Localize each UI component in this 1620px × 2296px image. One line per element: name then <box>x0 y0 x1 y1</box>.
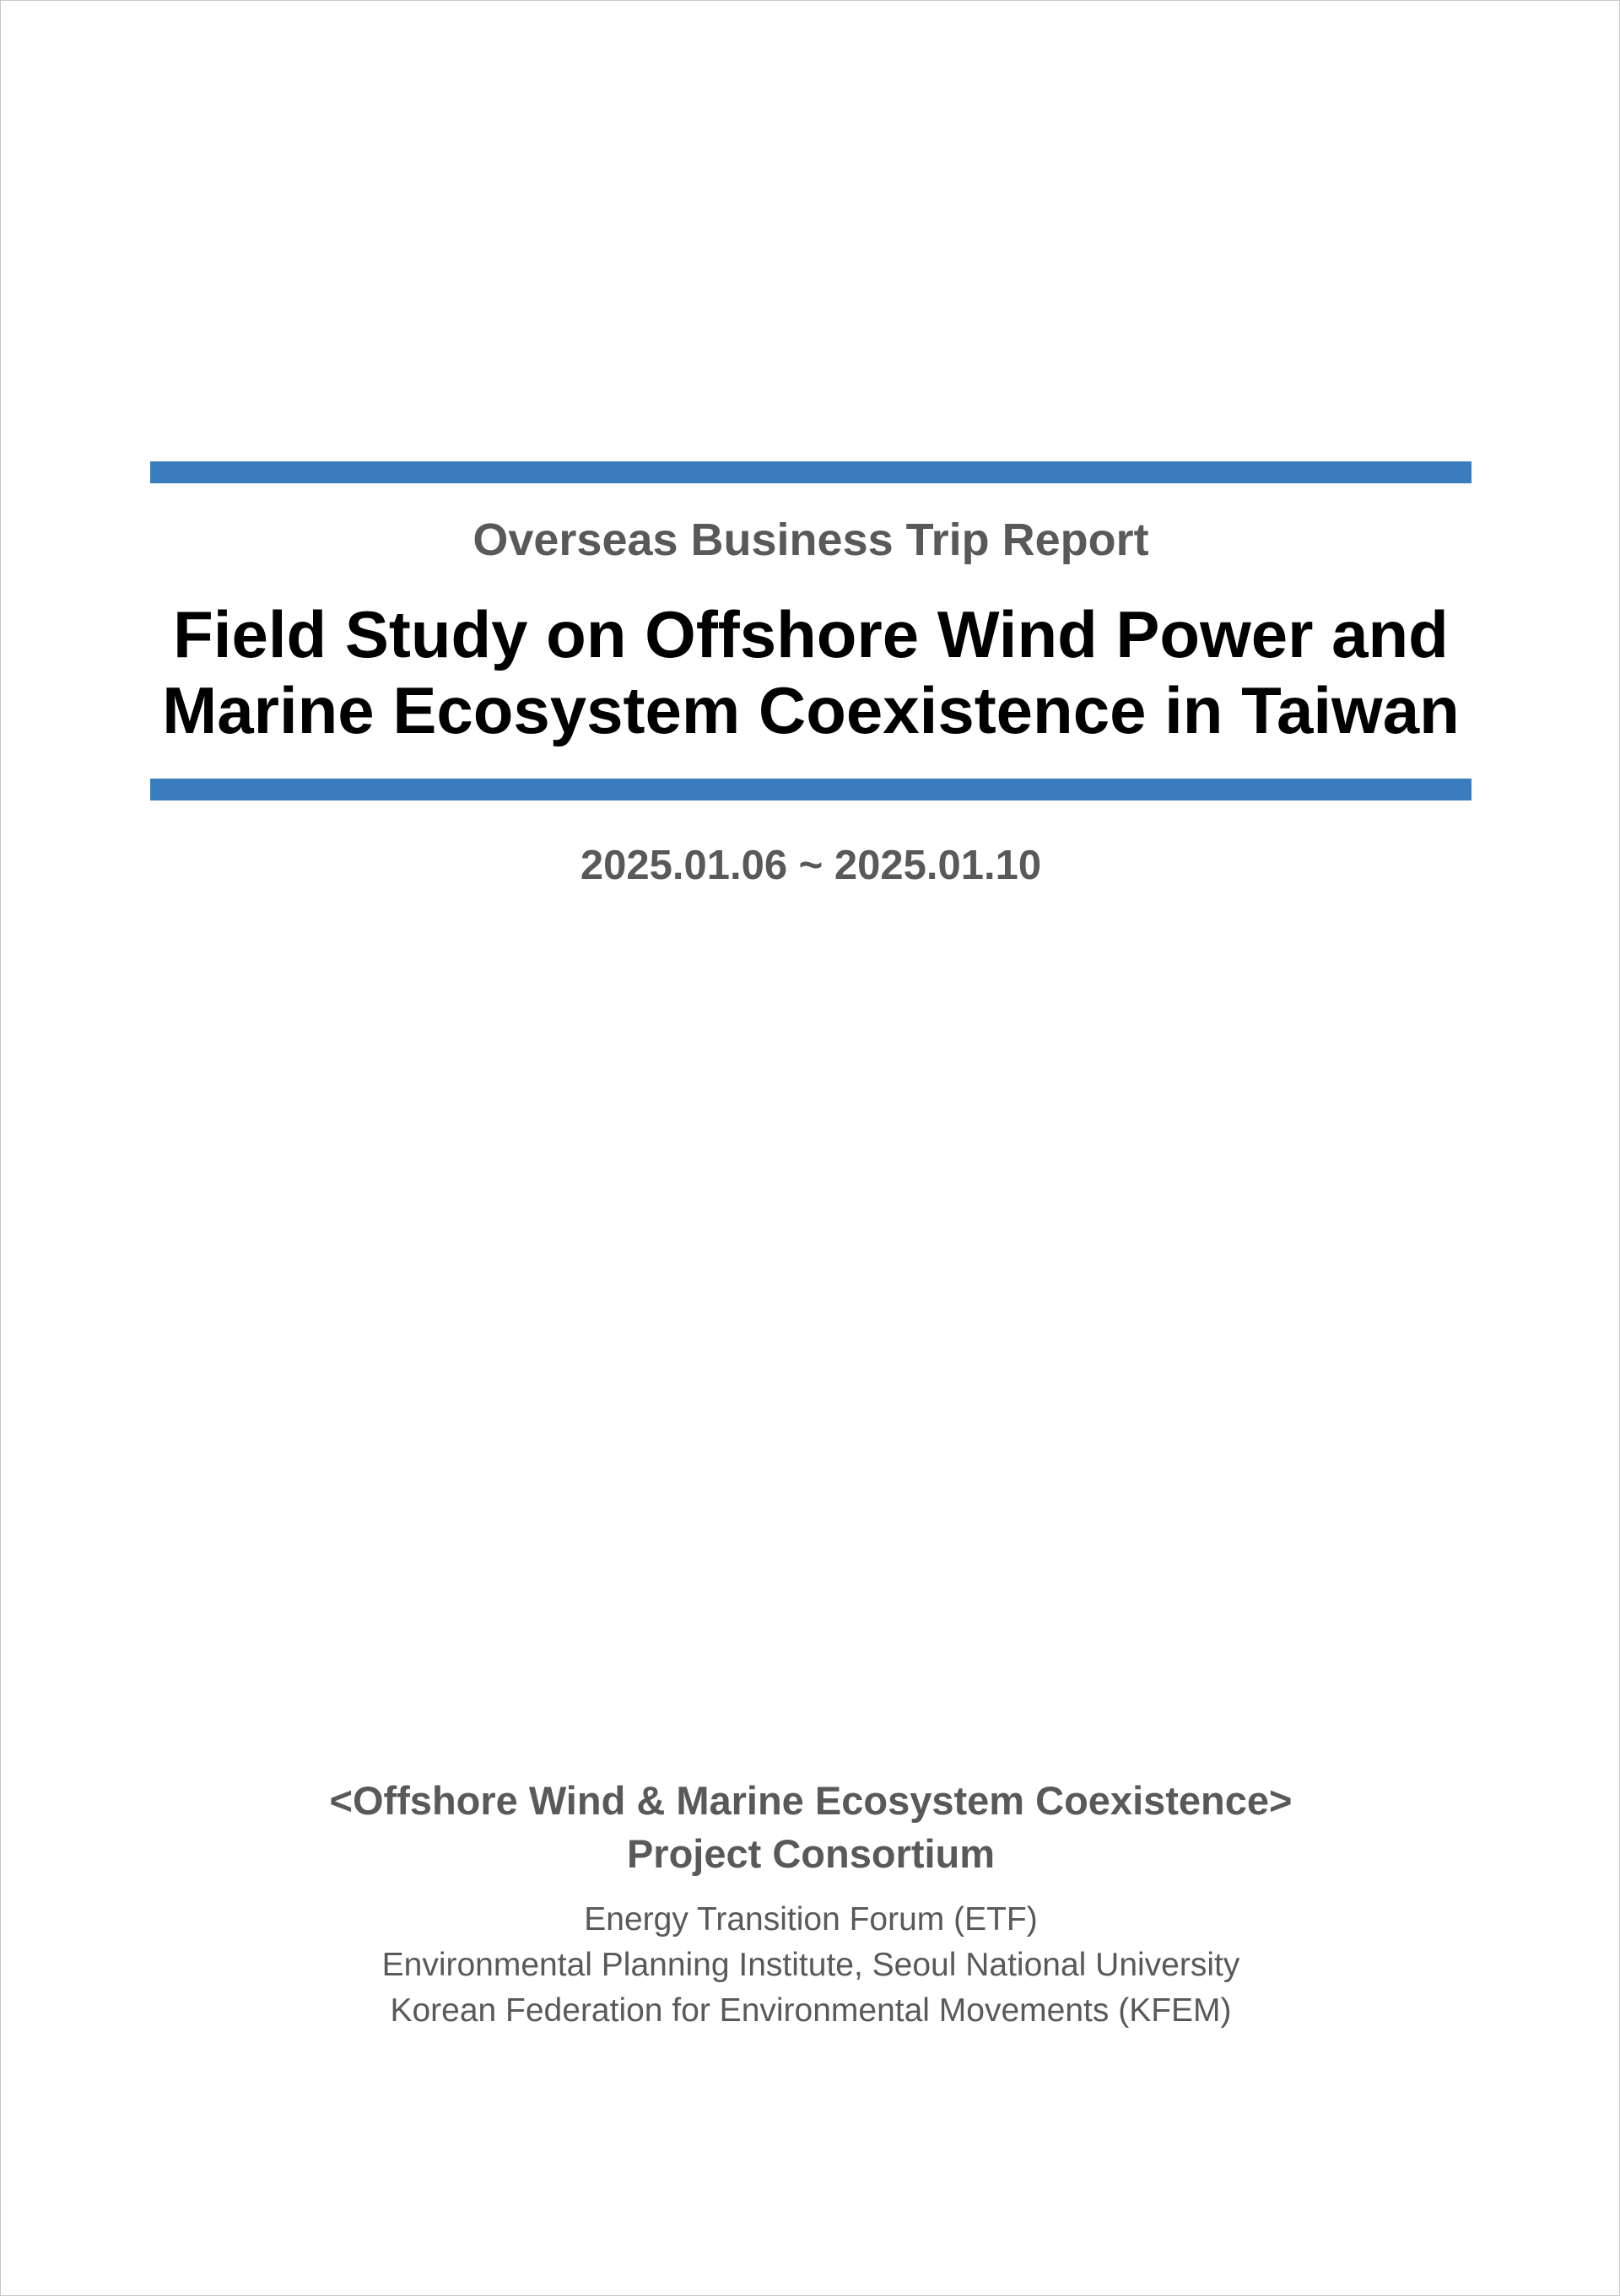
consortium-name <box>1 1774 1620 1880</box>
consortium-members <box>1 1897 1620 2034</box>
report-subtitle: Overseas Business Trip Report <box>472 515 1149 565</box>
trip-dates: 2025.01.06 ~ 2025.01.10 <box>580 843 1042 888</box>
consortium-member: Environmental Planning Institute, Seoul National University <box>381 1947 1240 1983</box>
bottom-accent-rule <box>150 779 1472 800</box>
report-title-line: Field Study on Offshore Wind Power and <box>173 597 1449 671</box>
top-accent-rule <box>150 461 1472 483</box>
consortium-name-line: <Offshore Wind & Marine Ecosystem Coexistence> <box>329 1778 1293 1823</box>
consortium-member: Energy Transition Forum (ETF) <box>584 1901 1038 1938</box>
report-title <box>1 596 1620 748</box>
report-title-line: Marine Ecosystem Coexistence in Taiwan <box>162 673 1460 747</box>
consortium-member: Korean Federation for Environmental Movements (KFEM) <box>390 1992 1232 2029</box>
consortium-name-line: Project Consortium <box>626 1831 996 1876</box>
